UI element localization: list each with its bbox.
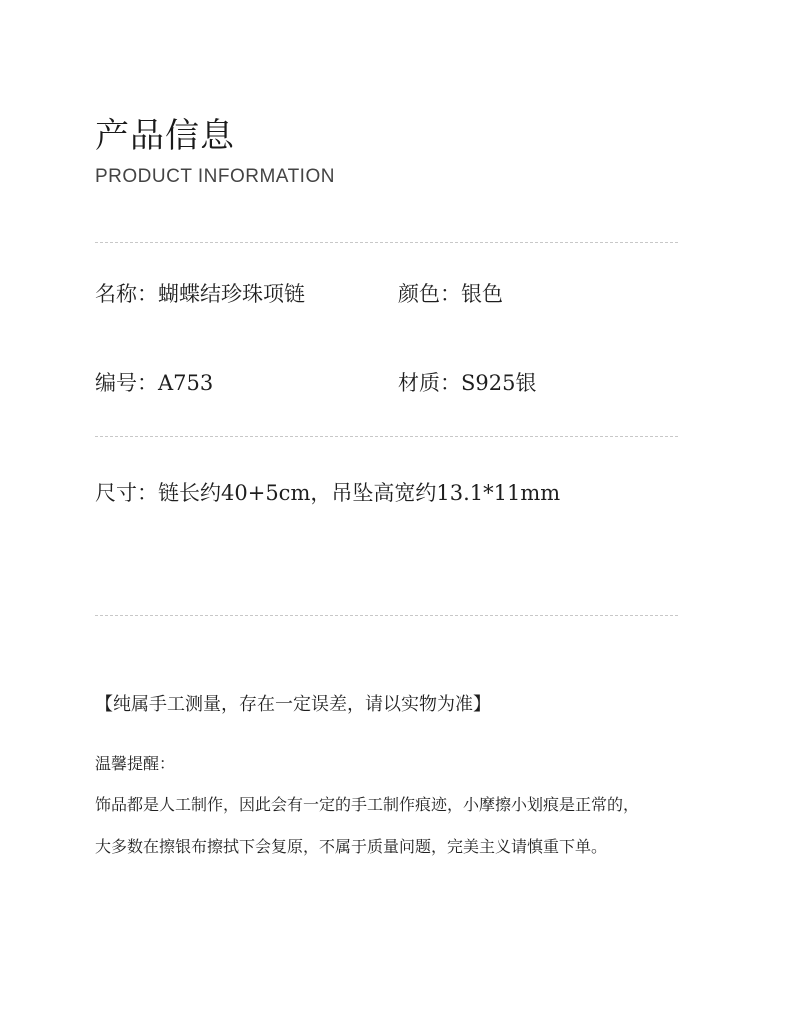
page-subtitle: PRODUCT INFORMATION xyxy=(95,166,335,187)
spec-code: 编号：A753 xyxy=(95,371,214,395)
reminder-line: 饰品都是人工制作，因此会有一定的手工制作痕迹，小摩擦小划痕是正常的， xyxy=(95,795,640,814)
reminder-line: 大多数在擦银布擦拭下会复原，不属于质量问题，完美主义请慎重下单。 xyxy=(95,837,608,856)
measurement-note: 【纯属手工测量，存在一定误差，请以实物为准】 xyxy=(95,694,491,715)
divider xyxy=(95,436,678,437)
reminder-title: 温馨提醒： xyxy=(95,754,176,773)
divider xyxy=(95,615,678,616)
spec-material: 材质：S925银 xyxy=(398,371,537,395)
spec-size: 尺寸：链长约40+5cm，吊坠高宽约13.1*11mm xyxy=(95,481,561,505)
spec-name: 名称：蝴蝶结珍珠项链 xyxy=(95,282,305,306)
divider xyxy=(95,242,678,243)
page-title: 产品信息 xyxy=(95,116,235,156)
spec-color: 颜色：银色 xyxy=(398,282,503,306)
